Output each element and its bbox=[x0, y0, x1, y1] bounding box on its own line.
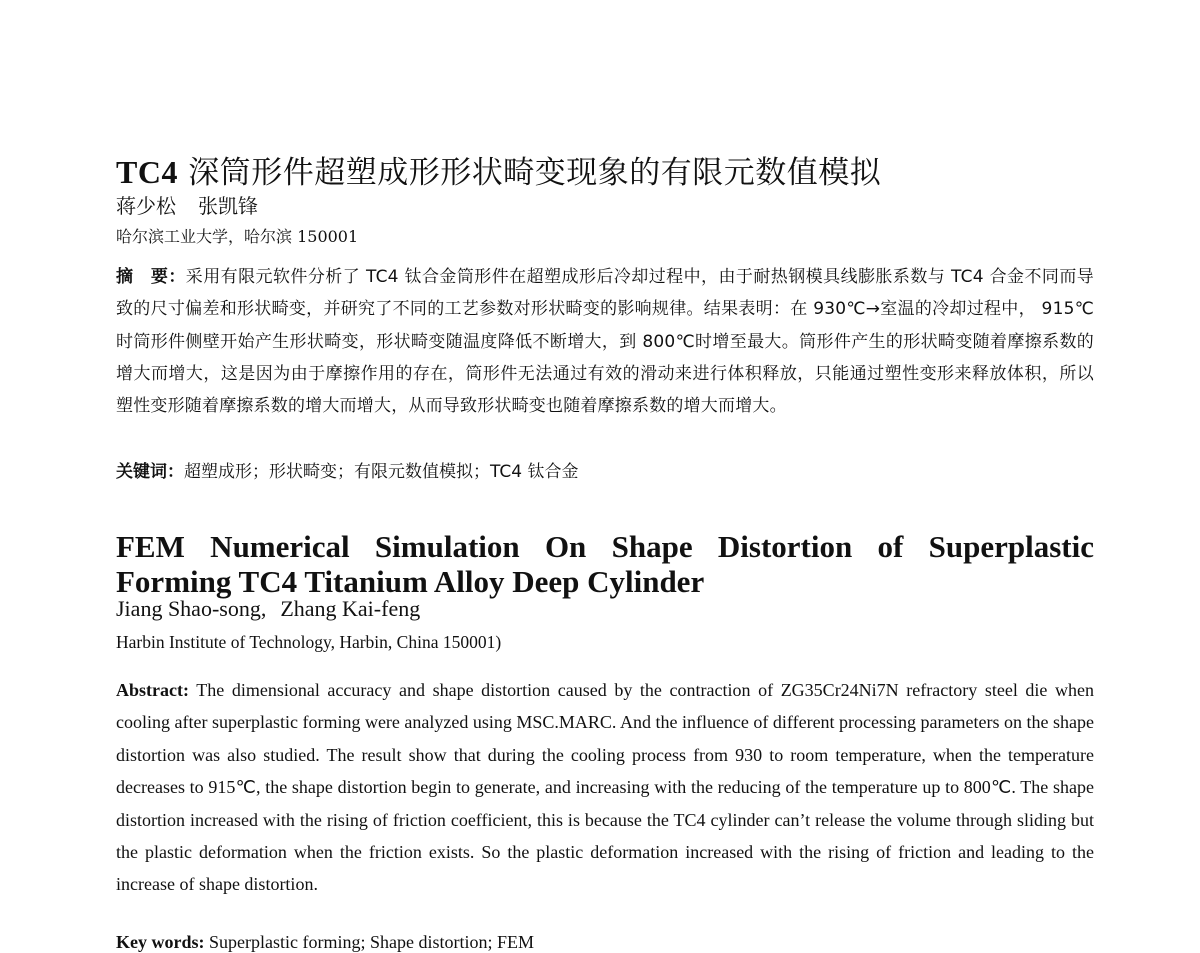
chinese-title bbox=[116, 147, 881, 192]
english-abstract bbox=[116, 674, 1094, 901]
chinese-abstract-text: 采用有限元软件分析了 TC4 钛合金筒形件在超塑成形后冷却过程中，由于耐热钢模具线膨胀系数与 TC4 合金不同而导致的尺寸偏差和形状畸变，并研究了不同的工艺参数对形状畸变的影响规律。结果表明：在 930℃→室温的冷却过程中， 915℃时筒形件侧壁开始产生形状畸变，形状畸变随温度降低不断增大，到 800℃时增至最大。筒形件产生的形状畸变随着摩擦系数的增大而增大，这是因为由于摩擦作用的存在，筒形件无法通过有效的滑动来进行体积释放，只能通过塑性变形来释放体积，所以塑性变形随着摩擦系数的增大而增大，从而导致形状畸变也随着摩擦系数的增大而增大。 bbox=[116, 267, 1094, 417]
chinese-abstract-label: 摘 要： bbox=[116, 267, 186, 287]
english-keywords-label: Key words: bbox=[116, 932, 205, 952]
english-abstract-label: Abstract: bbox=[116, 680, 189, 700]
chinese-author-1: 蒋少松 bbox=[116, 194, 176, 218]
english-keywords bbox=[116, 932, 534, 953]
chinese-affiliation: 哈尔滨工业大学，哈尔滨 150001 bbox=[116, 227, 359, 246]
chinese-keywords-label: 关键词： bbox=[116, 462, 184, 482]
chinese-keywords bbox=[116, 457, 578, 482]
chinese-title-latin: TC4 bbox=[116, 153, 178, 190]
english-title: FEM Numerical Simulation On Shape Distortion of Superplastic Forming TC4 Titanium Alloy Deep Cylinder bbox=[116, 528, 1094, 599]
english-abstract-text: The dimensional accuracy and shape distortion caused by the contraction of ZG35Cr24Ni7N refractory steel die when cooling after superplastic forming were analyzed using MSC.MARC. And the influence of different processing parameters on the shape distortion was also studied. The result show that during the cooling process from 930 to room temperature, when the temperature decreases to 915℃, the shape distortion begin to generate, and increasing with the reducing of the temperature up to 800℃. The shape distortion increased with the rising of friction coefficient, this is because the TC4 cylinder can’t release the volume through sliding but the plastic deformation when the friction exists. So the plastic deformation increased with the rising of friction and leading to the increase of shape distortion. bbox=[116, 680, 1094, 895]
chinese-abstract bbox=[116, 261, 1094, 422]
chinese-authors bbox=[116, 190, 258, 219]
chinese-title-text: 深筒形件超塑成形形状畸变现象的有限元数值模拟 bbox=[177, 154, 882, 191]
english-authors bbox=[116, 596, 420, 622]
chinese-author-2: 张凯锋 bbox=[198, 194, 258, 218]
english-keywords-text: Superplastic forming; Shape distortion; FEM bbox=[204, 932, 534, 952]
english-affiliation: Harbin Institute of Technology, Harbin, China 150001) bbox=[116, 632, 502, 652]
paper-page bbox=[116, 0, 1094, 952]
english-author-2: Zhang Kai-feng bbox=[280, 596, 421, 621]
chinese-keywords-text: 超塑成形；形状畸变；有限元数值模拟；TC4 钛合金 bbox=[184, 462, 579, 482]
english-author-1: Jiang Shao-song, bbox=[116, 596, 267, 621]
